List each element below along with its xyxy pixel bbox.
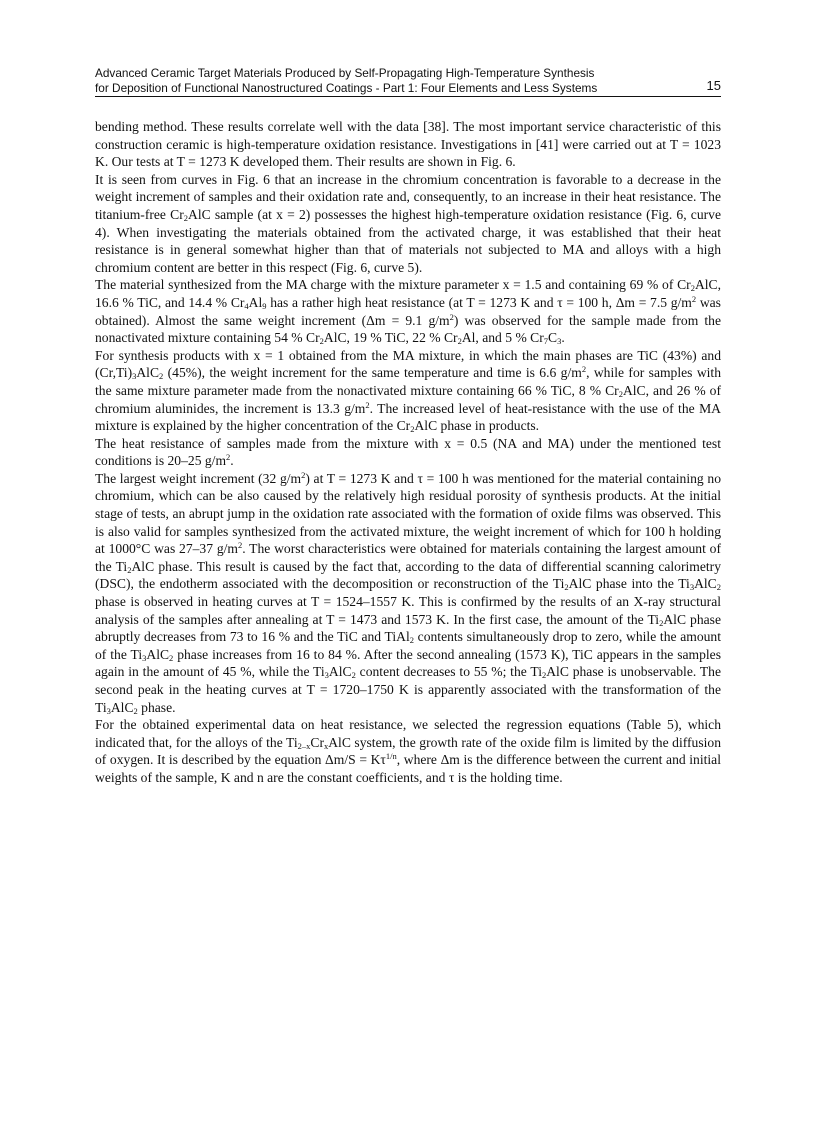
header-title-line-1: Advanced Ceramic Target Materials Produced by Self-Propagating High-Temperature Synthesis xyxy=(95,66,595,80)
paragraph: For synthesis products with x = 1 obtained from the MA mixture, in which the main phases are TiC (43%) and $(Cr,Ti)_3AlC_2$ (45%), the weight increment for the same temperature and time is 6.6 $g/m^2$, while for samples with the same mixture parameter made from the nonactivated mixture containing 66 % TiC, 8 % $Cr_2AlC$, and 26 % of chromium aluminides, the increment is 13.3 $g/m^2$. The increased level of heat-resistance with the use of the MA mixture is explained by the higher concentration of the $Cr_2AlC$ phase in products. xyxy=(95,347,722,435)
running-header xyxy=(95,66,721,97)
paragraph: It is seen from curves in Fig. 6 that an increase in the chromium concentration is favorable to a decrease in the weight increment of samples and their oxidation rate and, consequently, to an increase in their heat resistance. The titanium-free $Cr_2AlC$ sample (at x = 2) possesses the highest high-temperature oxidation resistance (Fig. 6, curve 4). When investigating the materials obtained from the activated charge, it was established that their heat resistance is in general somewhat higher than that of materials not subjected to MA and alloys with a high chromium content are better in this respect (Fig. 6, curve 5). xyxy=(95,171,721,275)
paragraph: For the obtained experimental data on heat resistance, we selected the regression equations (Table 5), which indicated that, for the alloys of the $Ti_{2-x}Cr_xAlC$ system, the growth rate of the oxide film is limited by the diffusion of oxygen. It is described by the equation $\Delta m/S = K\tau^{1/n}$, where Δm is the difference between the current and initial weights of the sample, K and n are the constant coefficients, and τ is the holding time. xyxy=(95,717,721,785)
body-text xyxy=(95,118,721,787)
paragraph: The heat resistance of samples made from the mixture with x = 0.5 (NA and MA) under the mentioned test conditions is 20–25 $g/m^2$. xyxy=(95,435,721,469)
paragraph: bending method. These results correlate well with the data [38]. The most important service characteristic of this construction ceramic is high-temperature oxidation resistance. Investigations in [41] were carried out at T = 1023 K. Our tests at T = 1273 K developed them. Their results are shown in Fig. 6. xyxy=(95,119,721,170)
paragraph: The largest weight increment (32 $g/m^2$) at T = 1273 K and τ = 100 h was mentioned for the material containing no chromium, which can be also caused by the relatively high residual porosity of synthesis products. At the initial stage of tests, an abrupt jump in the oxidation rate associated with the formation of oxide films was observed. This is also valid for samples synthesized from the activated mixture, the weight increment of which for 100 h holding at 1000°C was 27–37 $g/m^2$. The worst characteristics were obtained for materials containing the largest amount of the $Ti_2AlC$ phase. This result is caused by the fact that, according to the data of differential scanning calorimetry (DSC), the endotherm associated with the decomposition or reconstruction of the $Ti_2AlC$ phase into the $Ti_3AlC_2$ phase is observed in heating curves at T = 1524–1557 K. This is confirmed by the results of an X-ray structural analysis of the samples after annealing at T = 1473 and 1573 K. In the first case, the amount of the $Ti_2AlC$ phase abruptly decreases from 73 to 16 % and the TiC and TiAl$_2$ contents simultaneously drop to zero, while the amount of the $Ti_3AlC_2$ phase increases from 16 to 84 %. After the second annealing (1573 K), TiC appears in the samples again in the amount of 45 %, while the $Ti_3AlC_2$ content decreases to 55 %; the $Ti_2AlC$ phase is unobservable. The second peak in the heating curves at T = 1720–1750 K is apparently associated with the transformation of the $Ti_3AlC_2$ phase. xyxy=(95,469,722,716)
paragraph: The material synthesized from the MA charge with the mixture parameter x = 1.5 and containing 69 % of $Cr_2AlC$, 16.6 % TiC, and 14.4 % $Cr_4Al_9$ has a rather high heat resistance (at T = 1273 K and τ = 100 h, Δm = 7.5 $g/m^2$ was obtained). Almost the same weight increment (Δm = 9.1 $g/m^2$) was observed for the sample made from the nonactivated mixture containing 54 % $Cr_2AlC$, 19 % TiC, 22 % $Cr_2Al$, and 5 % $Cr_7C_3$. xyxy=(95,277,721,347)
page-number: 15 xyxy=(706,77,721,93)
header-title-line-2: for Deposition of Functional Nanostructured Coatings - Part 1: Four Elements and Less Systems xyxy=(95,80,598,95)
